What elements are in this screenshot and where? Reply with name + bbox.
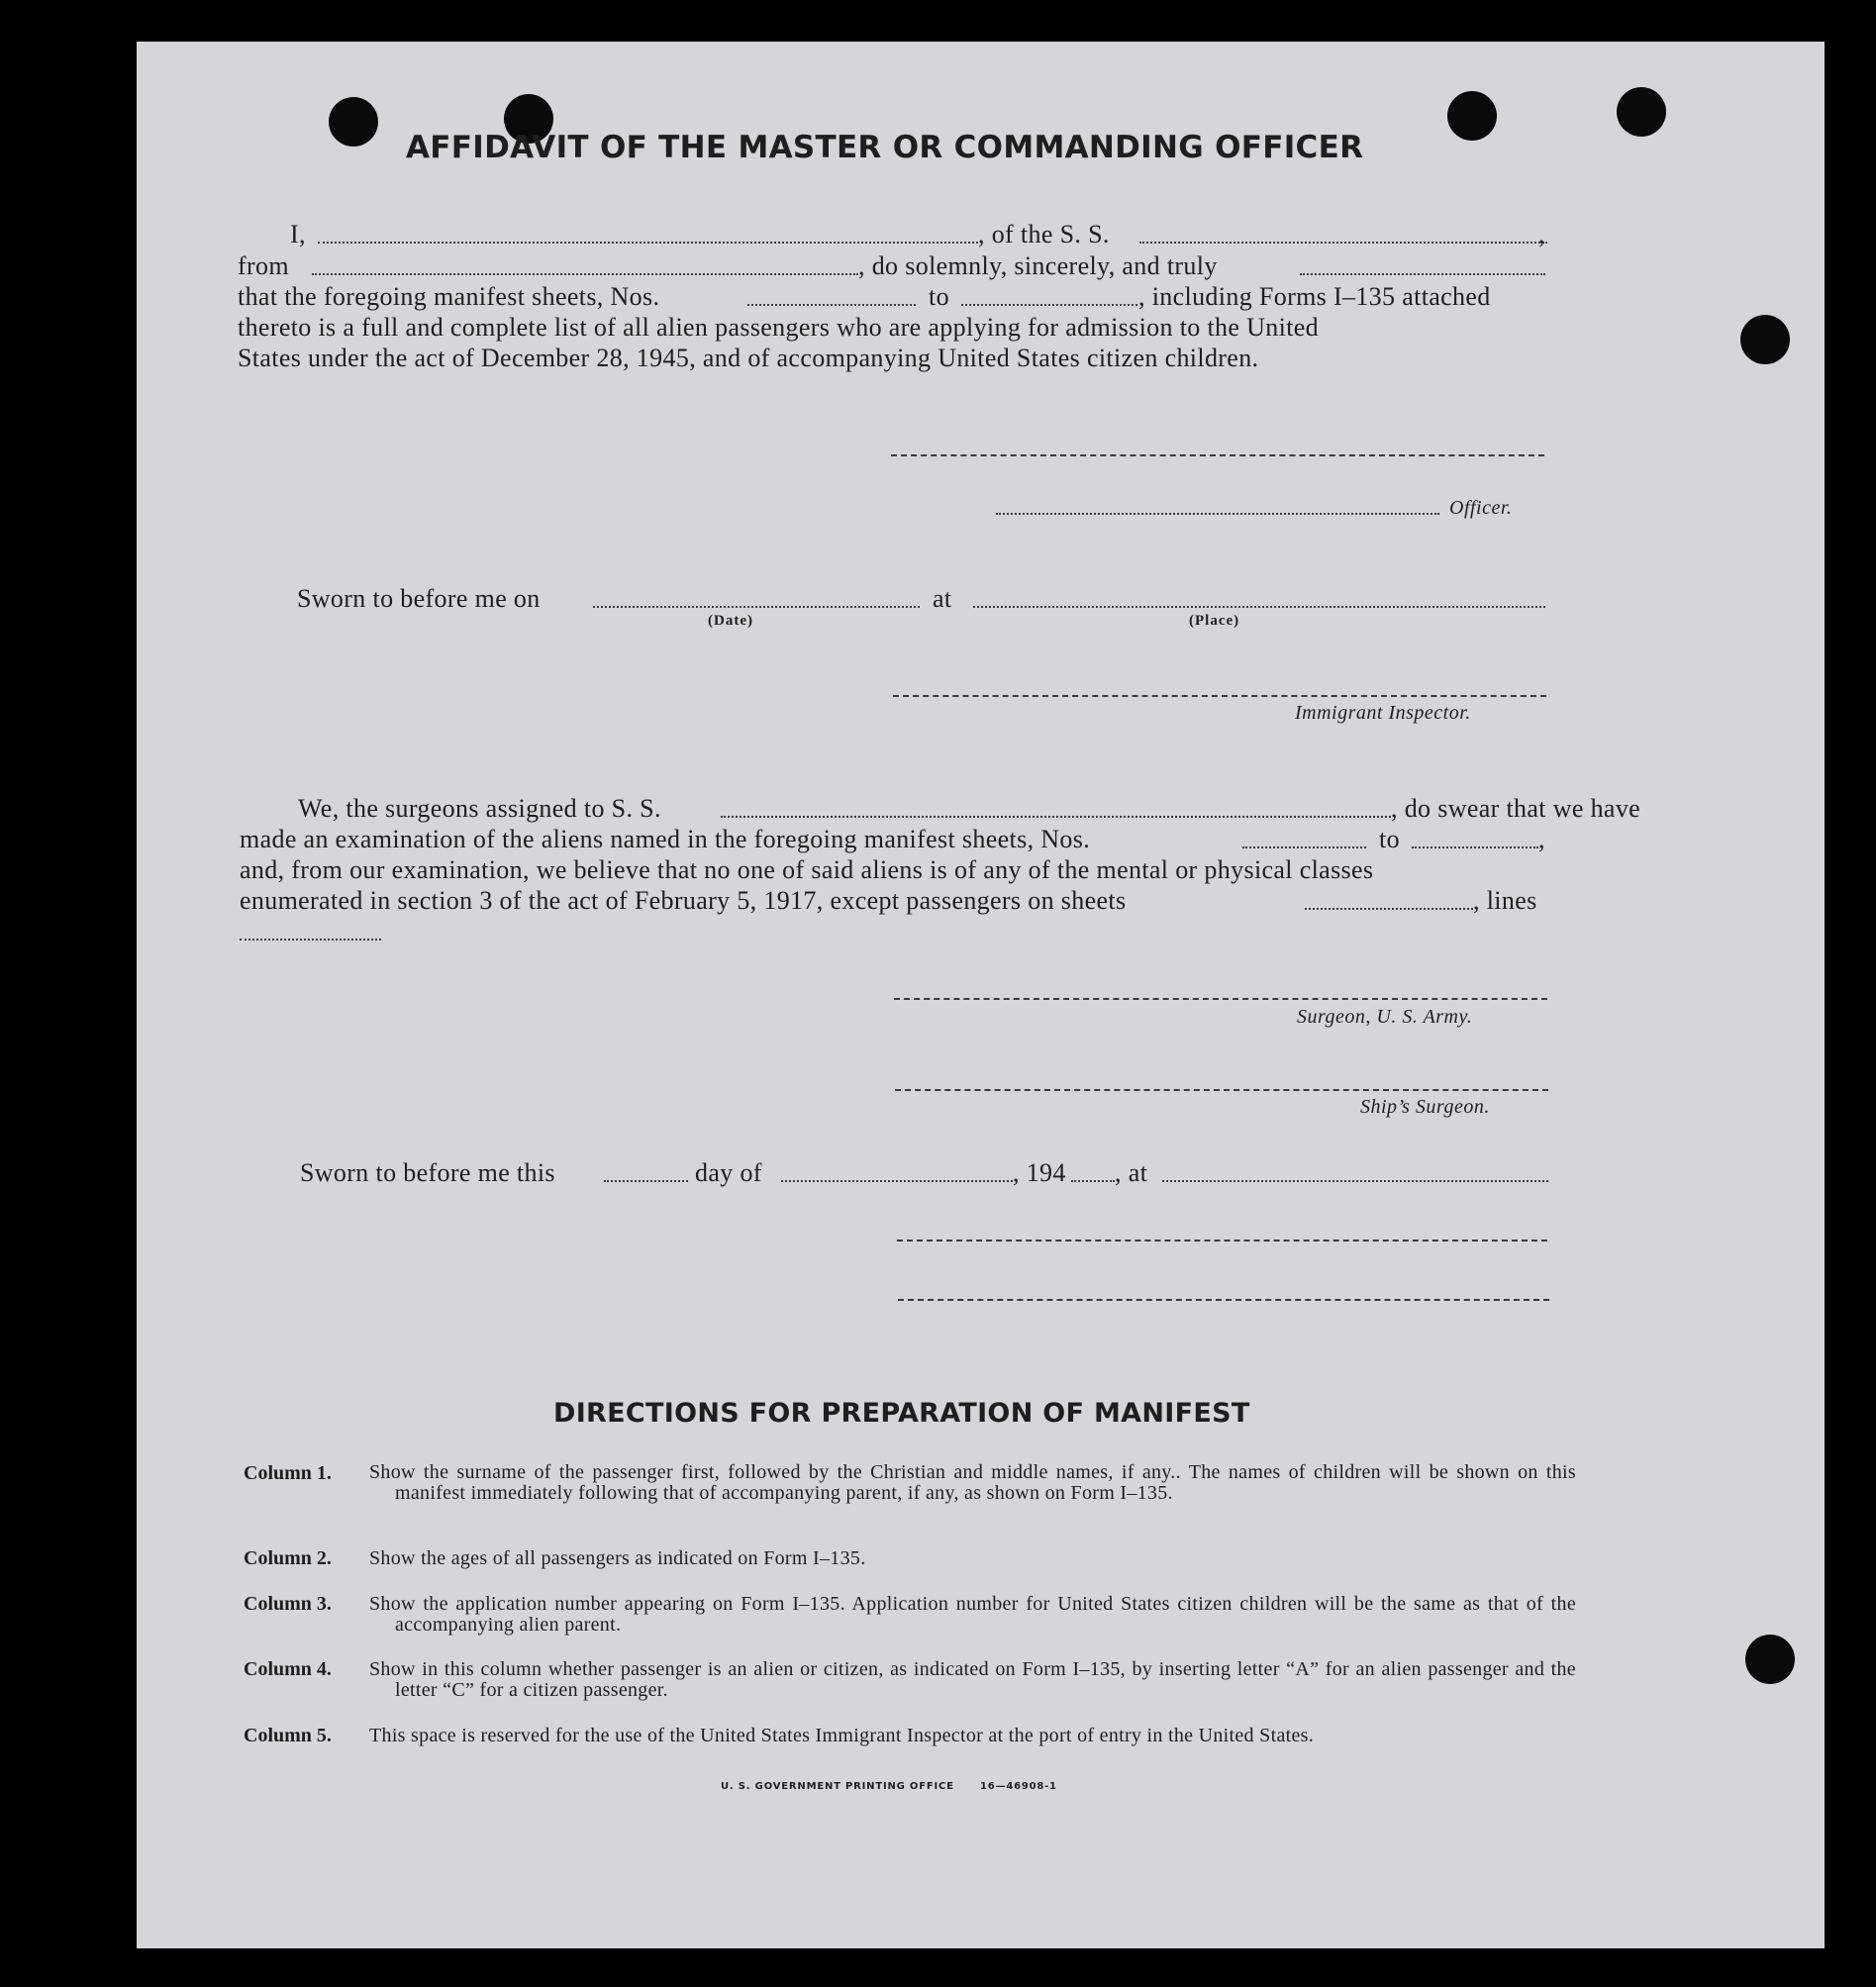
surgeons-swear: , do swear that we have <box>1391 794 1641 823</box>
solemnly-text: , do solemnly, sincerely, and truly <box>858 251 1218 280</box>
column-2-label: Column 2. <box>244 1547 332 1569</box>
surgeons-comma: , <box>1538 825 1545 853</box>
sworn2-at: , at <box>1115 1158 1148 1187</box>
affidavit-i: I, <box>290 220 306 248</box>
ship-name-field[interactable] <box>1139 242 1547 244</box>
form-code: 16—46908-1 <box>980 1781 1057 1792</box>
punch-hole <box>1617 87 1666 137</box>
sworn2-month-field[interactable] <box>781 1180 1013 1182</box>
foregoing-text: that the foregoing manifest sheets, Nos. <box>238 282 660 311</box>
except-sheets-field[interactable] <box>1305 908 1473 910</box>
surgeons-lines: , lines <box>1473 886 1537 915</box>
column-1-text: Show the surname of the passenger first, followed by the Christian and middle names, if any.. The names of children will be shown on this manifest immediately following that of accompanying parent, if any, as shown on Form I–135. <box>369 1461 1576 1504</box>
column-3-label: Column 3. <box>244 1593 332 1615</box>
column-3-text: Show the application number appearing on Form I–135. Application number for United States citizen children will be the same as that of the accompanying alien parent. <box>369 1593 1576 1636</box>
surgeon-sheet-to[interactable] <box>1412 846 1538 848</box>
except-lines-field[interactable] <box>240 939 381 941</box>
sworn2-year-field[interactable] <box>1071 1180 1115 1182</box>
affidavit-line5: States under the act of December 28, 1945, and of accompanying United States citizen children. <box>238 344 1259 372</box>
sworn2-year: , 194 <box>1013 1158 1066 1187</box>
punch-hole <box>1745 1635 1795 1684</box>
sworn-date-field[interactable] <box>593 606 920 608</box>
surgeon-sheet-from[interactable] <box>1242 846 1366 848</box>
inspector-label: Immigrant Inspector. <box>1295 702 1471 724</box>
column-4-text: Show in this column whether passenger is an alien or citizen, as indicated on Form I–135, by inserting letter “A” for an alien passenger and the letter “C” for a citizen passenger. <box>369 1658 1576 1701</box>
including-text: , including Forms I–135 attached <box>1138 282 1491 311</box>
officer-signature-line[interactable] <box>891 454 1544 456</box>
surgeons-we: We, the surgeons assigned to S. S. <box>298 794 661 823</box>
date-caption: (Date) <box>708 613 753 629</box>
from-label: from <box>238 251 289 280</box>
column-4-label: Column 4. <box>244 1658 332 1680</box>
form-page <box>137 42 1825 1948</box>
surgeons-to: to <box>1379 825 1400 853</box>
from-port-field[interactable] <box>312 273 858 275</box>
surgeons-enumerated: enumerated in section 3 of the act of February 5, 1917, except passengers on sheets <box>240 886 1127 915</box>
sworn2-signature-line[interactable] <box>897 1240 1547 1242</box>
sworn2-day-field[interactable] <box>604 1180 688 1182</box>
column-1-label: Column 1. <box>244 1462 332 1484</box>
truly-field[interactable] <box>1300 273 1545 275</box>
column-2-text: Show the ages of all passengers as indicated on Form I–135. <box>369 1547 866 1569</box>
column-5-text: This space is reserved for the use of the United States Immigrant Inspector at the port of entry in the United States. <box>369 1725 1315 1746</box>
printer-imprint: U. S. GOVERNMENT PRINTING OFFICE <box>721 1781 954 1792</box>
master-name-field[interactable] <box>318 242 978 244</box>
punch-hole <box>329 97 378 147</box>
army-surgeon-signature-line[interactable] <box>894 998 1547 1000</box>
officer-title-line[interactable] <box>996 513 1439 515</box>
sworn2-place-field[interactable] <box>1162 1180 1548 1182</box>
punch-hole <box>1447 91 1497 141</box>
officer-label: Officer. <box>1449 497 1513 519</box>
comma: , <box>1538 220 1545 248</box>
sworn-place-field[interactable] <box>973 606 1545 608</box>
sworn2-text: Sworn to before me this <box>300 1158 555 1187</box>
sworn2-title-line[interactable] <box>898 1299 1549 1301</box>
affidavit-line4: thereto is a full and complete list of all alien passengers who are applying for admission to the United <box>238 313 1320 342</box>
surgeon-ship-field[interactable] <box>721 816 1391 818</box>
punch-hole <box>1740 315 1790 364</box>
sheet-from-field[interactable] <box>747 304 916 306</box>
sworn2-day-of: day of <box>695 1158 762 1187</box>
of-the-ss: , of the S. S. <box>978 220 1110 248</box>
affidavit-title: AFFIDAVIT OF THE MASTER OR COMMANDING OFFICER <box>406 130 1364 165</box>
sworn-on-text: Sworn to before me on <box>297 584 541 613</box>
directions-title: DIRECTIONS FOR PREPARATION OF MANIFEST <box>553 1398 1250 1429</box>
surgeons-made: made an examination of the aliens named in the foregoing manifest sheets, Nos. <box>240 825 1091 853</box>
army-surgeon-label: Surgeon, U. S. Army. <box>1297 1006 1473 1028</box>
place-caption: (Place) <box>1189 613 1240 629</box>
surgeons-line3: and, from our examination, we believe that no one of said aliens is of any of the mental or physical classes <box>240 855 1374 884</box>
inspector-signature-line[interactable] <box>893 695 1546 697</box>
sworn-at: at <box>933 584 952 613</box>
sheet-to-field[interactable] <box>961 304 1137 306</box>
column-5-label: Column 5. <box>244 1725 332 1746</box>
ship-surgeon-signature-line[interactable] <box>895 1089 1548 1091</box>
ship-surgeon-label: Ship’s Surgeon. <box>1360 1096 1490 1118</box>
to-label: to <box>929 282 949 311</box>
